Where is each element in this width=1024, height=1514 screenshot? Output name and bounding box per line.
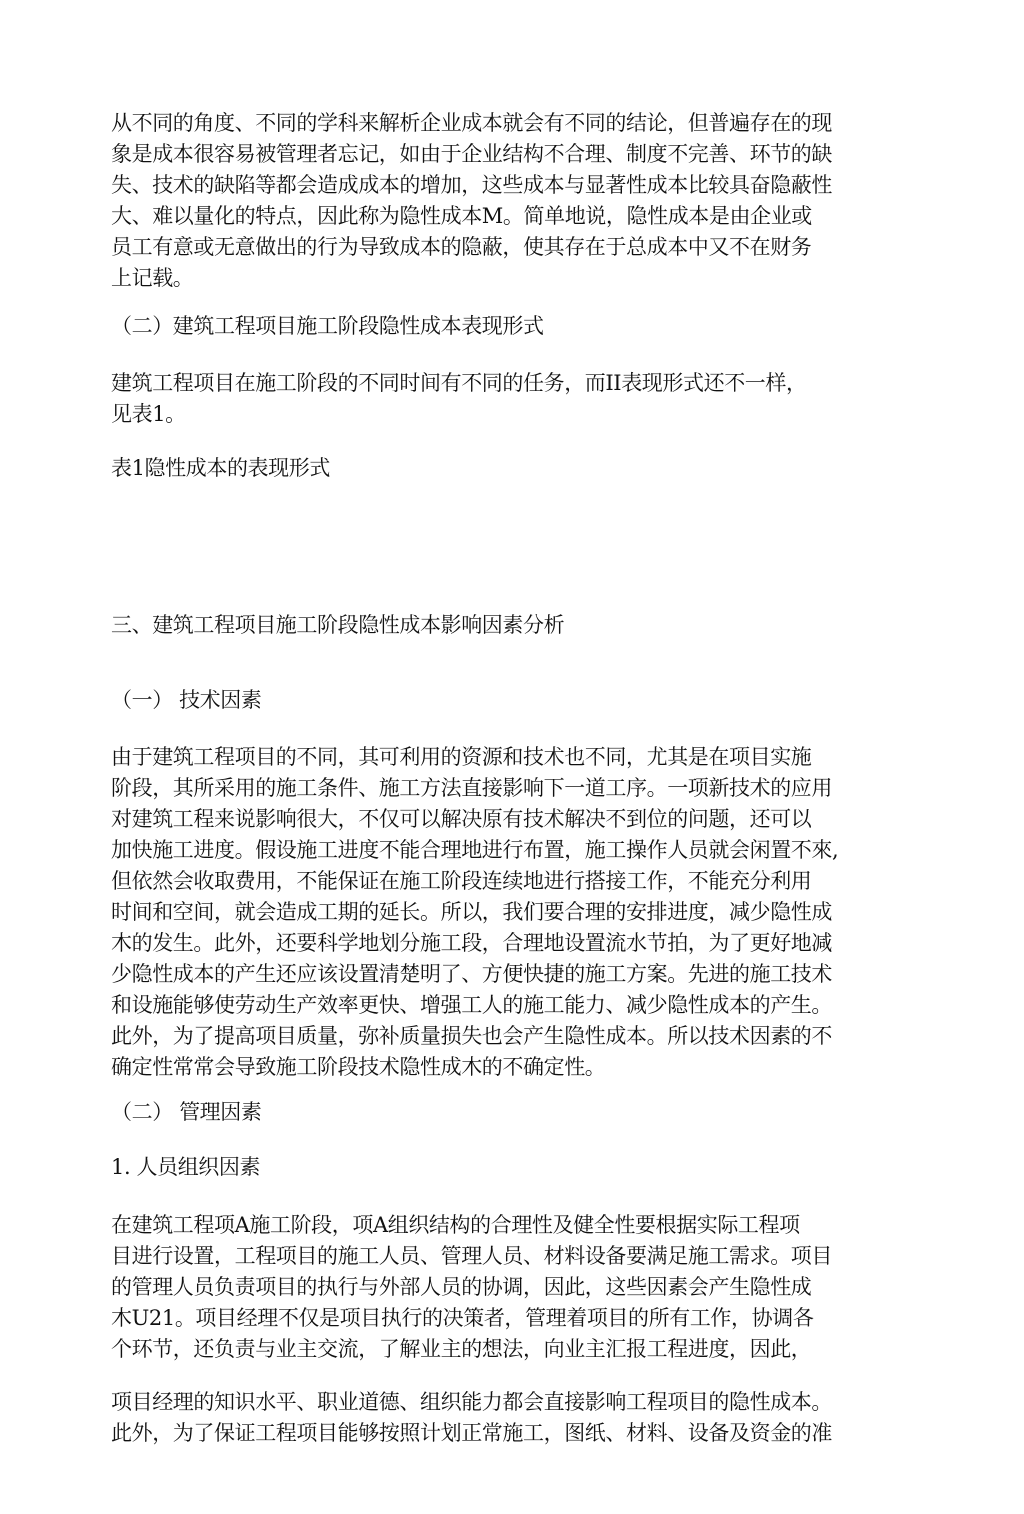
text-line: 在建筑工程项A施工阶段，项A组织结构的合理性及健全性要根据实际工程项 bbox=[111, 1213, 800, 1237]
text-line: 大、难以量化的特点，因此称为隐性成本M。简单地说，隐性成本是由企业或 bbox=[111, 204, 812, 228]
text-line: 项目经理的知识水平、职业道德、组织能力都会直接影响工程项目的隐性成本。 bbox=[111, 1390, 832, 1414]
text-line: 由于建筑工程项目的不同，其可利用的资源和技术也不同，尤其是在项目实施 bbox=[111, 745, 812, 769]
text-line: 时间和空间，就会造成工期的延长。所以，我们要合理的安排进度，减少隐性成 bbox=[111, 900, 832, 924]
text-line: 见表1。 bbox=[111, 402, 186, 426]
text-line: 加快施工进度。假设施工进度不能合理地进行布置，施工操作人员就会闲置不來, bbox=[111, 838, 839, 862]
text-line: 确定性常常会导致施工阶段技术隐性成木的不确定性。 bbox=[111, 1055, 606, 1079]
text-line: 阶段，其所采用的施工条件、施工方法直接影响下一道工序。一项新技术的应用 bbox=[111, 776, 832, 800]
text-line: 象是成本很容易被管理者忘记，如由于企业结构不合理、制度不完善、环节的缺 bbox=[111, 142, 832, 166]
section-heading-text: 三、建筑工程项目施工阶段隐性成本影响因素分析 bbox=[111, 613, 565, 637]
table-caption bbox=[111, 453, 330, 484]
text-line: 此外，为了保证工程项目能够按照计划正常施工，图纸、材料、设备及资金的准 bbox=[111, 1421, 832, 1445]
paragraph-hidden-cost-definition bbox=[111, 108, 832, 294]
text-line: 的管理人员负责项目的执行与外部人员的协调，因此，这些因素会产生隐性成 bbox=[111, 1275, 812, 1299]
paragraph-project-manager bbox=[111, 1387, 832, 1449]
text-line: 此外，为了提高项目质量，弥补质量损失也会产生隐性成本。所以技术因素的不 bbox=[111, 1024, 832, 1048]
paragraph-personnel-factors bbox=[111, 1210, 832, 1365]
paragraph-forms-intro bbox=[111, 368, 807, 430]
text-line: 木的发生。此外，还要科学地划分施工段，合理地设置流水节拍，为了更好地减 bbox=[111, 931, 832, 955]
section-heading-factors bbox=[111, 610, 564, 641]
sub-heading-text: （二） 管理因素 bbox=[111, 1100, 262, 1124]
sub-heading-forms bbox=[111, 311, 544, 342]
text-line: 少隐性成本的产生还应该设置清楚明了、方便快捷的施工方案。先进的施工技术 bbox=[111, 962, 832, 986]
text-line: 目进行设置，工程项目的施工人员、管理人员、材料设备要满足施工需求。项目 bbox=[111, 1244, 832, 1268]
text-line: 木U21。项目经理不仅是项目执行的决策者，管理着项目的所有工作，协调各 bbox=[111, 1306, 814, 1330]
text-line: 个环节，还负责与业主交流，了解业主的想法，向业主汇报工程进度，因此， bbox=[111, 1337, 812, 1361]
item-heading-personnel bbox=[111, 1152, 260, 1183]
sub-heading-text: （一） 技术因素 bbox=[111, 688, 262, 712]
text-line: 上记载。 bbox=[111, 266, 194, 290]
paragraph-technical-factors bbox=[111, 742, 838, 1083]
sub-heading-text: （二）建筑工程项目施工阶段隐性成本表现形式 bbox=[111, 314, 544, 338]
text-line: 但依然会收取费用，不能保证在施工阶段连续地进行搭接工作，不能充分利用 bbox=[111, 869, 812, 893]
text-line: 对建筑工程来说影响很大，不仅可以解决原有技术解决不到位的问题，还可以 bbox=[111, 807, 812, 831]
text-line: 员工有意或无意做出的行为导致成本的隐蔽，使其存在于总成本中又不在财务 bbox=[111, 235, 812, 259]
sub-heading-technical bbox=[111, 685, 261, 716]
text-line: 从不同的角度、不同的学科来解析企业成本就会有不同的结论，但普遍存在的现 bbox=[111, 111, 832, 135]
sub-heading-management bbox=[111, 1097, 261, 1128]
text-line: 建筑工程项目在施工阶段的不同时间有不同的任务，而II表现形式还不一样， bbox=[111, 371, 807, 395]
table-caption-text: 表1隐性成本的表现形式 bbox=[111, 456, 330, 480]
text-line: 和设施能够使劳动生产效率更快、增强工人的施工能力、减少隐性成本的产生。 bbox=[111, 993, 832, 1017]
text-line: 失、技术的缺陷等都会造成成本的增加，这些成本与显著性成本比较具奋隐蔽性 bbox=[111, 173, 832, 197]
item-heading-text: 1. 人员组织因素 bbox=[111, 1155, 261, 1179]
